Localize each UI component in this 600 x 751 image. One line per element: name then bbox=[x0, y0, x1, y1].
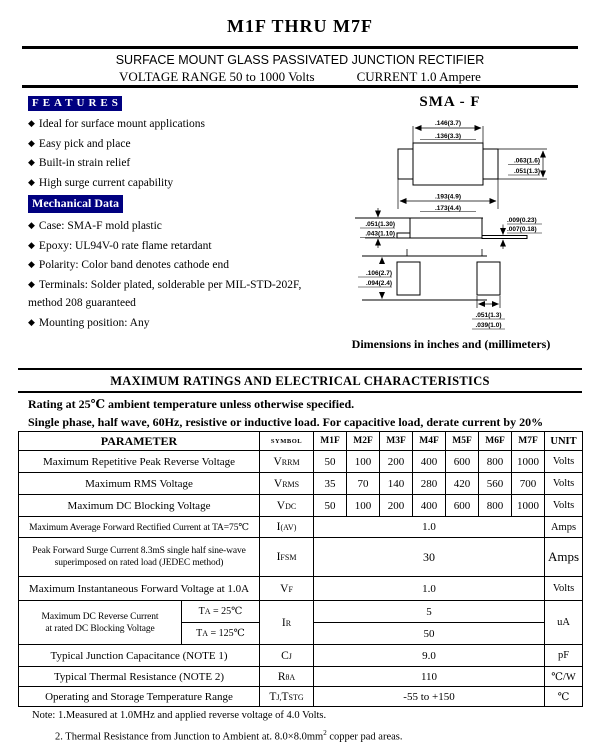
value-cell: 50 bbox=[314, 451, 347, 473]
value-cell: 600 bbox=[446, 451, 479, 473]
package-name: SMA - F bbox=[419, 94, 481, 110]
table-row bbox=[19, 645, 583, 667]
subtitle-ratings bbox=[0, 69, 600, 85]
feature-item bbox=[28, 177, 313, 190]
mechanical-item bbox=[28, 317, 313, 330]
subtitle-description: SURFACE MOUNT GLASS PASSIVATED JUNCTION RECTIFIER bbox=[115, 53, 485, 67]
table-header-row bbox=[19, 432, 583, 451]
unit-cell: Amps bbox=[545, 538, 583, 577]
diamond-bullet-icon: ◆ bbox=[28, 176, 35, 187]
unit-cell: Volts bbox=[545, 451, 583, 473]
features-column bbox=[28, 93, 313, 329]
package-outline-drawing bbox=[310, 112, 600, 340]
parameter-cell: Typical Thermal Resistance (NOTE 2) bbox=[19, 667, 260, 687]
value-cell: 50 bbox=[314, 623, 545, 645]
dim-label: .007(0.18) bbox=[507, 226, 537, 233]
model-header: M5F bbox=[446, 432, 479, 451]
model-header: M7F bbox=[512, 432, 545, 451]
symbol-header: SYMBOL bbox=[260, 432, 314, 451]
mechanical-text: Polarity: Color band denotes cathode end bbox=[38, 259, 229, 271]
feature-item bbox=[28, 138, 313, 151]
diamond-bullet-icon: ◆ bbox=[28, 259, 35, 269]
value-cell: 30 bbox=[314, 538, 545, 577]
parameter-cell: Peak Forward Surge Current 8.3mS single half sine-wave superimposed on rated load (JEDEC method) bbox=[19, 538, 260, 577]
divider bbox=[22, 46, 578, 49]
mechanical-text: Epoxy: UL94V-0 rate flame retardant bbox=[38, 239, 212, 252]
unit-cell: Volts bbox=[545, 473, 583, 495]
mechanical-item bbox=[28, 279, 313, 292]
table-row bbox=[19, 517, 583, 538]
feature-text: Built-in strain relief bbox=[38, 157, 131, 169]
value-cell: 5 bbox=[314, 601, 545, 623]
unit-cell: pF bbox=[545, 645, 583, 667]
value-cell: 1.0 bbox=[314, 577, 545, 601]
symbol-cell: IR bbox=[260, 601, 314, 645]
value-cell: 50 bbox=[314, 495, 347, 517]
symbol-cell: TJ,TSTG bbox=[260, 687, 314, 707]
value-cell: 400 bbox=[413, 495, 446, 517]
model-header: M3F bbox=[380, 432, 413, 451]
dim-label: .106(2.7) bbox=[365, 270, 392, 277]
unit-cell: Volts bbox=[545, 495, 583, 517]
value-cell: 400 bbox=[413, 451, 446, 473]
symbol-cell: VF bbox=[260, 577, 314, 601]
dim-label: .146(3.7) bbox=[434, 120, 462, 127]
parameter-cell: Maximum DC Blocking Voltage bbox=[19, 495, 260, 517]
package-top-view bbox=[398, 143, 498, 185]
symbol-cell: IFSM bbox=[260, 538, 314, 577]
dim-label: .136(3.3) bbox=[434, 133, 462, 140]
feature-item bbox=[28, 118, 313, 131]
value-cell: 700 bbox=[512, 473, 545, 495]
diamond-bullet-icon: ◆ bbox=[28, 157, 35, 167]
table-row bbox=[19, 538, 583, 577]
dim-label: .051(1.30) bbox=[365, 221, 395, 228]
mechanical-text: Terminals: Solder plated, solderable per MIL-STD-202F, bbox=[38, 278, 302, 291]
value-cell: -55 to +150 bbox=[314, 687, 545, 707]
dim-label: .051(1.3) bbox=[475, 312, 502, 319]
dim-label: .051(1.3) bbox=[513, 168, 540, 175]
feature-text: Ideal for surface mount applications bbox=[38, 118, 205, 130]
unit-cell: Amps bbox=[545, 517, 583, 538]
value-cell: 200 bbox=[380, 495, 413, 517]
symbol-cell: VRMS bbox=[260, 473, 314, 495]
dim-label: .193(4.9) bbox=[434, 193, 462, 201]
value-cell: 35 bbox=[314, 473, 347, 495]
mechanical-item bbox=[28, 259, 313, 272]
parameter-cell: Maximum Repetitive Peak Reverse Voltage bbox=[19, 451, 260, 473]
footnote-2: 2. Thermal Resistance from Junction to Ambient at. $8.0\times 8.0mm^2$ copper pad areas. bbox=[55, 729, 403, 743]
symbol-cell: VDC bbox=[260, 495, 314, 517]
feature-text: Easy pick and place bbox=[38, 137, 131, 150]
value-cell: 110 bbox=[314, 667, 545, 687]
parameter-cell: Maximum DC Reverse Current at rated DC Blocking Voltage bbox=[19, 601, 182, 645]
dim-label: .094(2.4) bbox=[365, 280, 392, 287]
dim-label: .063(1.6) bbox=[513, 157, 540, 165]
symbol-cell: VRRM bbox=[260, 451, 314, 473]
current-rating: CURRENT 1.0 Ampere bbox=[356, 69, 481, 84]
value-cell: 800 bbox=[479, 495, 512, 517]
mechanical-item bbox=[28, 220, 313, 233]
diamond-bullet-icon: ◆ bbox=[28, 278, 35, 289]
features-heading: FEATURES bbox=[28, 96, 122, 111]
symbol-cell: RθA bbox=[260, 667, 314, 687]
symbol-cell: CJ bbox=[260, 645, 314, 667]
ratings-condition-2: Single phase, half wave, 60Hz, resistive or inductive load. For capacitive load, derate current by 20% bbox=[28, 415, 544, 429]
parameter-header: PARAMETER bbox=[19, 432, 260, 451]
model-header: M4F bbox=[413, 432, 446, 451]
voltage-range: VOLTAGE RANGE 50 to 1000 Volts bbox=[119, 69, 315, 84]
model-header: M2F bbox=[347, 432, 380, 451]
symbol-cell: I(AV) bbox=[260, 517, 314, 538]
footnote-1: Note: 1.Measured at 1.0MHz and applied reverse voltage of 4.0 Volts. bbox=[32, 710, 327, 721]
value-cell: 1.0 bbox=[314, 517, 545, 538]
diamond-bullet-icon: ◆ bbox=[28, 316, 35, 327]
ratings-table bbox=[18, 431, 583, 707]
unit-header: UNIT bbox=[545, 432, 583, 451]
value-cell: 280 bbox=[413, 473, 446, 495]
model-header: M1F bbox=[314, 432, 347, 451]
diamond-bullet-icon: ◆ bbox=[28, 137, 35, 148]
mechanical-item bbox=[28, 240, 313, 253]
mechanical-item-continuation bbox=[28, 298, 313, 310]
value-cell: 1000 bbox=[512, 495, 545, 517]
ratings-heading: MAXIMUM RATINGS AND ELECTRICAL CHARACTERISTICS bbox=[110, 374, 490, 388]
diamond-bullet-icon: ◆ bbox=[28, 239, 35, 250]
value-cell: 100 bbox=[347, 495, 380, 517]
parameter-cell: Maximum Instantaneous Forward Voltage at 1.0A bbox=[19, 577, 260, 601]
dimensions-caption: Dimensions in inches and (millimeters) bbox=[351, 337, 551, 351]
table-row bbox=[19, 451, 583, 473]
value-cell: 140 bbox=[380, 473, 413, 495]
diamond-bullet-icon: ◆ bbox=[28, 118, 35, 128]
mechanical-data-heading: Mechanical Data bbox=[28, 195, 123, 213]
table-row bbox=[19, 667, 583, 687]
value-cell: 800 bbox=[479, 451, 512, 473]
mechanical-text: Case: SMA-F mold plastic bbox=[38, 220, 162, 232]
parameter-cell: Typical Junction Capacitance (NOTE 1) bbox=[19, 645, 260, 667]
value-cell: 9.0 bbox=[314, 645, 545, 667]
mechanical-data-section bbox=[28, 189, 313, 329]
unit-cell: uA bbox=[545, 601, 583, 645]
value-cell: 70 bbox=[347, 473, 380, 495]
table-row bbox=[19, 601, 583, 623]
dim-label: .043(1.10) bbox=[365, 230, 395, 238]
table-row bbox=[19, 473, 583, 495]
condition-cell: TA = 25℃ bbox=[182, 601, 260, 623]
mechanical-text: method 208 guaranteed bbox=[28, 297, 136, 309]
unit-cell: Volts bbox=[545, 577, 583, 601]
page-title: M1F THRU M7F bbox=[227, 16, 373, 36]
table-row bbox=[19, 577, 583, 601]
value-cell: 1000 bbox=[512, 451, 545, 473]
divider bbox=[22, 85, 578, 88]
mechanical-text: Mounting position: Any bbox=[38, 316, 150, 329]
divider bbox=[18, 368, 582, 370]
value-cell: 600 bbox=[446, 495, 479, 517]
value-cell: 100 bbox=[347, 451, 380, 473]
feature-text: High surge current capability bbox=[38, 176, 174, 189]
condition-cell: TA = 125℃ bbox=[182, 623, 260, 645]
table-row bbox=[19, 687, 583, 707]
value-cell: 420 bbox=[446, 473, 479, 495]
model-header: M6F bbox=[479, 432, 512, 451]
dim-label: .009(0.23) bbox=[507, 217, 537, 224]
ratings-condition-1: Rating at 25℃ ambient temperature unless otherwise specified. bbox=[28, 397, 355, 411]
dim-label: .173(4.4) bbox=[434, 205, 462, 212]
unit-cell: ℃ bbox=[545, 687, 583, 707]
parameter-cell: Maximum RMS Voltage bbox=[19, 473, 260, 495]
divider bbox=[18, 391, 582, 393]
parameter-cell: Operating and Storage Temperature Range bbox=[19, 687, 260, 707]
parameter-cell: Maximum Average Forward Rectified Current at TA=75℃ bbox=[19, 517, 260, 538]
dim-label: .039(1.0) bbox=[475, 322, 502, 329]
value-cell: 560 bbox=[479, 473, 512, 495]
unit-cell: ℃/W bbox=[545, 667, 583, 687]
value-cell: 200 bbox=[380, 451, 413, 473]
diamond-bullet-icon: ◆ bbox=[28, 220, 35, 230]
table-row bbox=[19, 495, 583, 517]
feature-item bbox=[28, 157, 313, 170]
